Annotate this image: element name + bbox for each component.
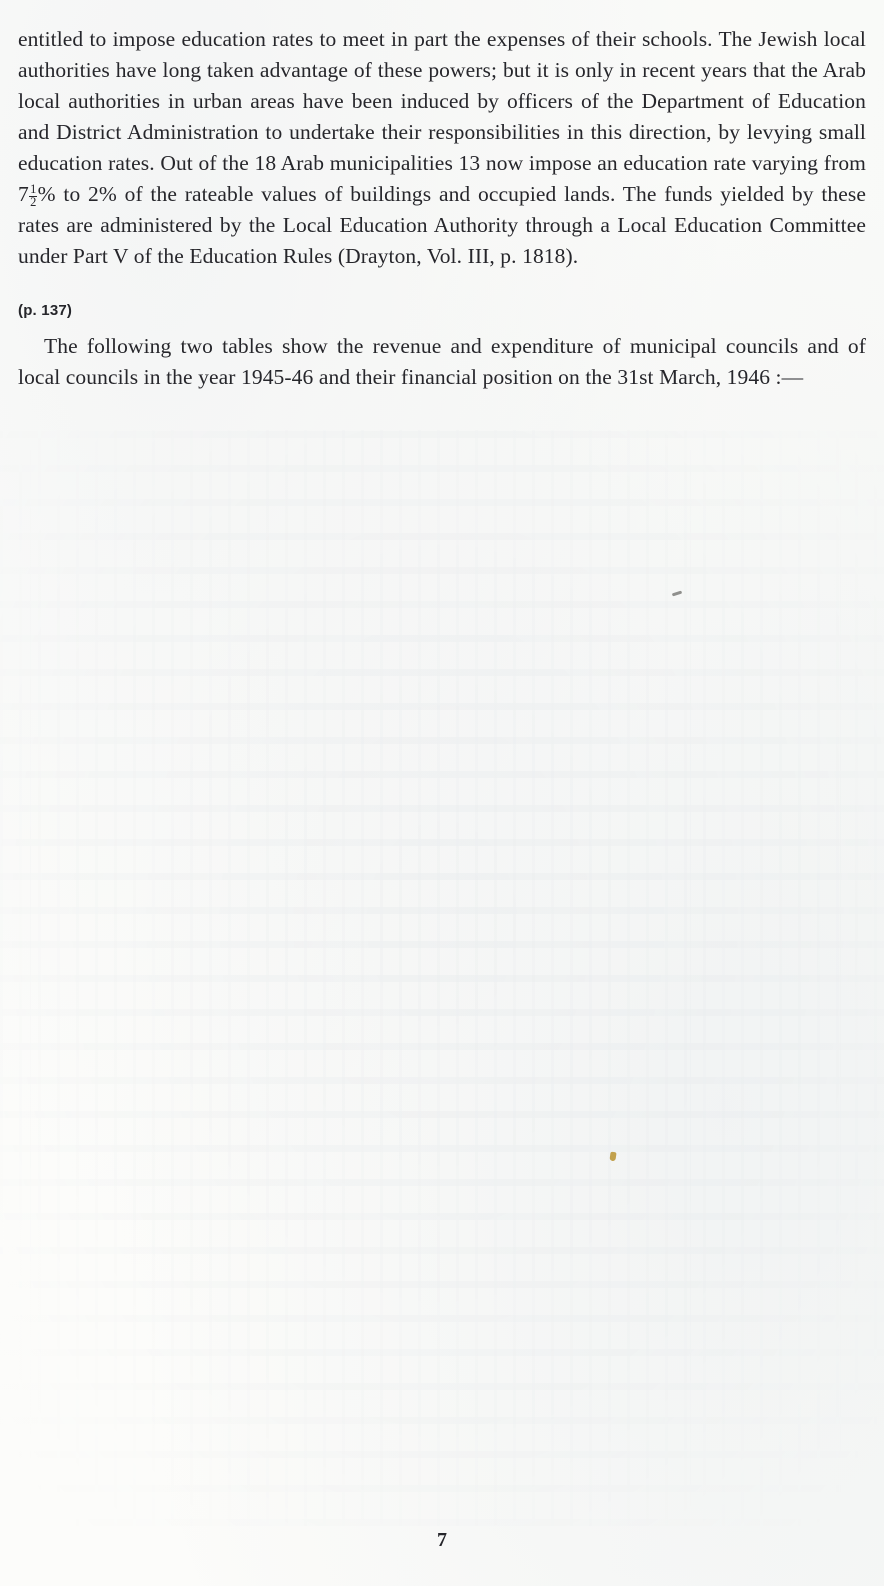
paragraph-spacer xyxy=(18,272,866,302)
body-paragraph-continued xyxy=(18,24,866,272)
fraction-one-half xyxy=(29,184,37,209)
fraction-denominator: 2 xyxy=(30,195,37,210)
reference-spacer xyxy=(18,319,866,331)
fraction-numerator: 1 xyxy=(30,182,37,197)
bleed-rule-left xyxy=(30,450,31,1506)
stray-ink-mark-icon xyxy=(672,591,682,597)
bleed-rule-middle xyxy=(690,450,691,1506)
page-content xyxy=(18,24,866,393)
body-paragraph-tables-intro: The following two tables show the revenue and expenditure of municipal councils and of local councils in the year 1945-46 and their financial position on the 31st March, 1946 :— xyxy=(18,334,866,389)
paragraph-text-after-fraction: % to 2% of the rateable values of buildings and occupied lands. The funds yielded by these rates are administered by the Local Education Authority through a Local Education Committee under Part V of the Education Rules (Drayton, Vol. III, p. 1818). xyxy=(18,182,866,268)
verso-bleed-through-texture xyxy=(0,430,884,1526)
page-reference-marker: (p. 137) xyxy=(18,302,73,319)
stray-ink-blot-icon xyxy=(609,1152,616,1162)
page-number: 7 xyxy=(437,1529,447,1551)
bleed-rule-right xyxy=(840,450,841,1506)
paragraph-text-before-fraction: entitled to impose education rates to meet in part the expenses of their schools. The Jewish local authorities have long taken advantage of these powers; but it is only in recent years that the Arab local authorities in urban areas have been induced by officers of the Department of Education and District Administration to undertake their responsibilities in this direction, by levying small education rates. Out of the 18 Arab municipalities 13 now impose an education rate varying from 7 xyxy=(18,27,866,206)
